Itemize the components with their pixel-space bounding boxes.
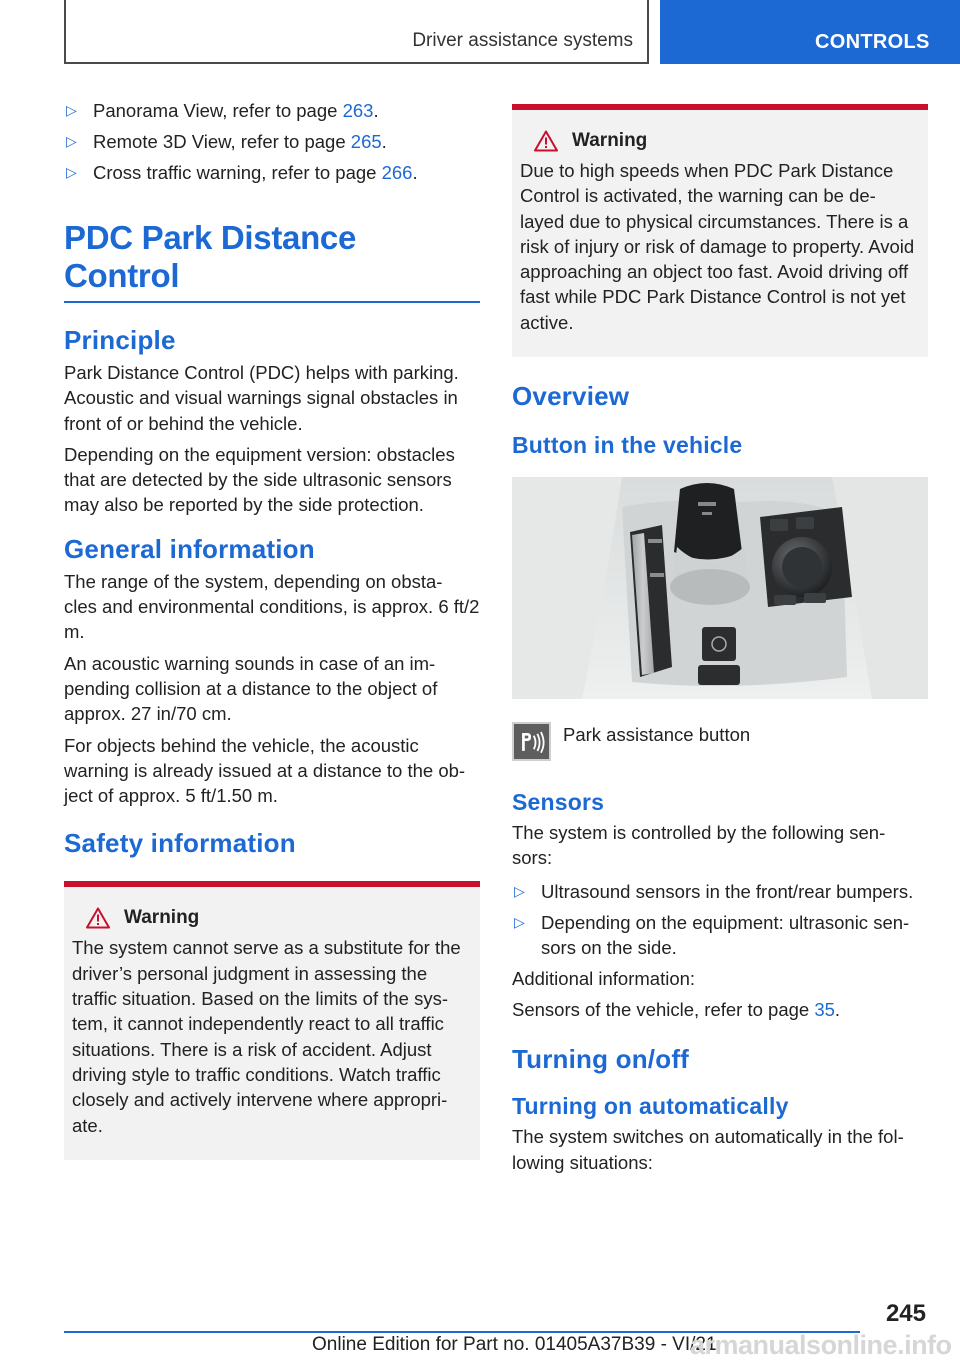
button-in-vehicle-heading: Button in the vehicle (512, 432, 743, 459)
list-item (512, 879, 928, 904)
sensors-list (512, 879, 928, 960)
warning-header (86, 907, 472, 929)
park-assistance-button-icon (512, 722, 551, 761)
warning-box (512, 104, 928, 357)
warning-header (534, 130, 920, 152)
turning-on-off-heading: Turning on/off (512, 1044, 690, 1075)
general-paragraph-3: For objects behind the vehicle, the acoustic warning is already issued at a distance to the ob‐ ject of approx. 5 ft/1.50 m. (64, 734, 466, 807)
list-item (512, 910, 928, 960)
sensors-reference (512, 997, 928, 1022)
list-item-end: . (412, 162, 418, 183)
reference-text: Sensors of the vehicle, refer to page (512, 998, 815, 1020)
list-item-end: . (373, 100, 379, 121)
list-item (64, 129, 480, 154)
list-item-text: Panorama View, refer to page (93, 100, 343, 121)
page-link[interactable]: 263 (342, 100, 374, 121)
principle-paragraph-1: Park Distance Control (PDC) helps with parking. Acoustic and visual warnings signal obstacles in front of or behind the vehicle. (64, 362, 459, 434)
right-column (512, 104, 928, 1181)
edition-text: Online Edition for Part no. 01405A37B39 - VI/21 (312, 1334, 717, 1355)
principle-paragraph-2: Depending on the equipment version: obstacles that are detected by the side ultrasonic sensors may also be reported by the side protection. (64, 443, 455, 516)
warning-text: The system cannot serve as a substitute for the driver’s personal judgment in assessing the traffic situation. Based on the limits of the sys‐ tem, it cannot independently react to all traffic situations. There is a risk of accident. Adjust driving style to traffic conditions. Watch traffic closely and actively intervene where appropri‐ ate. (72, 937, 461, 1136)
general-paragraph-2: An acoustic warning sounds in case of an im‐ pending collision at a distance to the object of approx. 27 in/70 cm. (64, 652, 438, 725)
watermark-site: armanualsonline.info (690, 1330, 952, 1360)
list-item-end: . (381, 131, 387, 152)
turning-on-automatically-heading: Turning on automatically (512, 1093, 789, 1120)
sensors-intro: The system is controlled by the following sen‐ sors: (512, 822, 886, 869)
general-info-heading: General information (64, 533, 315, 564)
warning-text: Due to high speeds when PDC Park Distance Control is activated, the warning can be de‐ layed due to physical circumstances. There is a risk of injury or risk of damage to property. Avoid approaching an object too fast. Avoid driving off fast while PDC Park Distance Control is not yet active. (520, 160, 915, 333)
triangle-bullet-icon: ▷ (66, 133, 77, 149)
additional-info-label: Additional information: (512, 967, 696, 989)
turning-on-automatically-text: The system switches on automatically in the fol‐ lowing situations: (512, 1126, 904, 1173)
page-link[interactable]: 266 (381, 162, 413, 183)
center-console-photo (512, 477, 928, 699)
chapter-title: CONTROLS (815, 31, 930, 53)
list-item (64, 160, 480, 185)
icon-caption-row (512, 722, 928, 761)
triangle-bullet-icon: ▷ (66, 102, 77, 118)
list-item-text: Ultrasound sensors in the front/rear bumpers. (541, 880, 914, 902)
page-number: 245 (885, 1300, 926, 1327)
triangle-bullet-icon: ▷ (66, 164, 77, 180)
cross-reference-list (64, 98, 480, 185)
list-item (64, 98, 480, 123)
safety-info-heading: Safety information (64, 828, 296, 859)
warning-title: Warning (124, 907, 200, 929)
list-item-text: Remote 3D View, refer to page (93, 131, 351, 152)
principle-heading: Principle (64, 325, 176, 355)
section-title: Driver assistance systems (412, 30, 633, 51)
reference-end: . (834, 998, 841, 1020)
warning-triangle-icon (534, 130, 558, 152)
page-link[interactable]: 265 (350, 131, 382, 152)
page-title: PDC Park Distance Control (64, 219, 480, 303)
list-item-text: Depending on the equipment: ultrasonic sen‐ sors on the side. (541, 911, 910, 958)
list-item-text: Cross traffic warning, refer to page (93, 162, 382, 183)
warning-box (64, 881, 480, 1159)
header-section-box (64, 0, 649, 64)
warning-triangle-icon (86, 907, 110, 929)
icon-caption: Park assistance button (563, 724, 751, 746)
general-paragraph-1: The range of the system, depending on obsta‐ cles and environmental conditions, is approx. 6 ft/2 m. (64, 570, 480, 643)
left-column (64, 98, 480, 1160)
page-link[interactable]: 35 (814, 998, 835, 1020)
triangle-bullet-icon: ▷ (514, 913, 525, 930)
warning-title: Warning (572, 130, 648, 151)
sensors-heading: Sensors (512, 789, 605, 816)
triangle-bullet-icon: ▷ (514, 882, 525, 899)
chapter-tab (660, 0, 960, 64)
overview-heading: Overview (512, 381, 630, 412)
